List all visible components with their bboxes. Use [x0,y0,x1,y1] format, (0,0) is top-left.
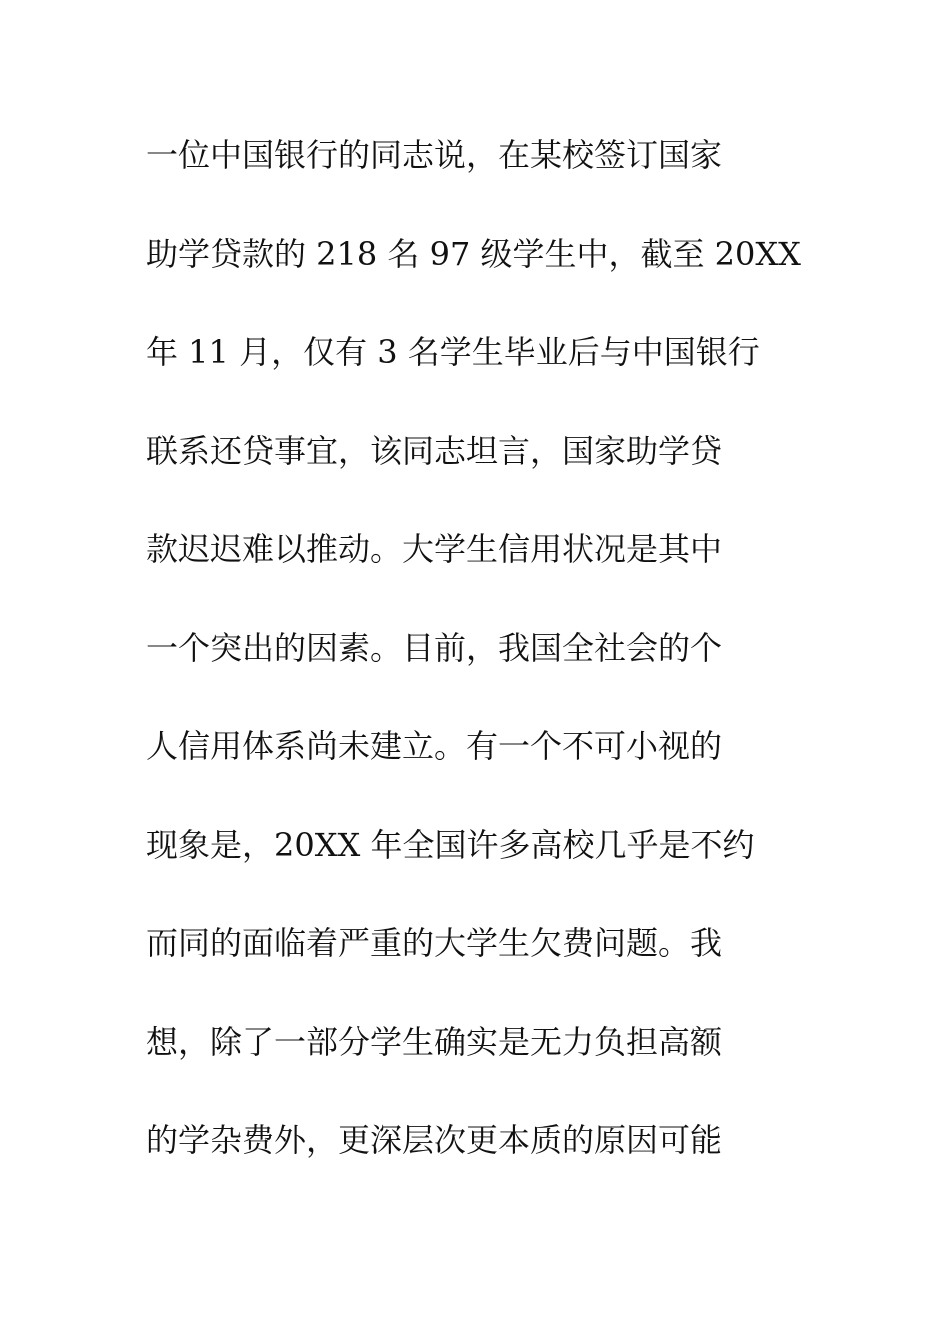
text-line-3: 年 11 月，仅有 3 名学生毕业后与中国银行 [146,333,760,371]
text-line-2: 助学贷款的 218 名 97 级学生中，截至 20XX [146,234,801,273]
text-line-5: 款迟迟难以推动。大学生信用状况是其中 [146,530,723,568]
text-line-7: 人信用体系尚未建立。有一个不可小视的 [146,727,723,765]
text-line-9: 而同的面临着严重的大学生欠费问题。我 [146,924,723,962]
text-line-10: 想，除了一部分学生确实是无力负担高额 [146,1022,723,1061]
body-text [146,126,826,1210]
text-line-8: 现象是，20XX 年全国许多高校几乎是不约 [146,825,755,864]
text-line-1: 一位中国银行的同志说，在某校签订国家 [146,136,723,174]
text-line-4: 联系还贷事宜，该同志坦言，国家助学贷 [146,431,723,470]
text-line-6: 一个突出的因素。目前，我国全社会的个 [146,628,723,667]
text-line-11: 的学杂费外，更深层次更本质的原因可能 [146,1121,723,1159]
